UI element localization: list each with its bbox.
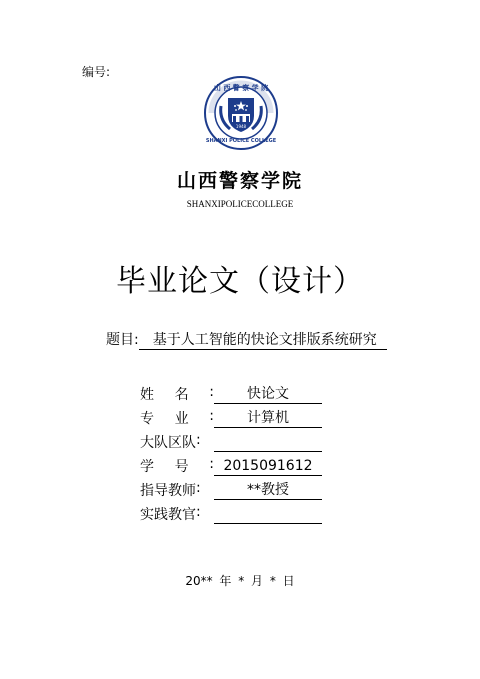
topic-row (106, 329, 387, 350)
svg-text:SHANXI POLICE COLLEGE: SHANXI POLICE COLLEGE (205, 138, 277, 144)
info-value-practice-instructor (214, 506, 322, 524)
info-row-practice-instructor (140, 500, 340, 524)
info-value-major: 计算机 (214, 410, 322, 428)
info-label-brigade: 大队区队 : (140, 432, 201, 451)
info-value-student-id: 2015091612 (214, 458, 322, 476)
info-label-practice-instructor: 实践教官 : (140, 504, 201, 523)
info-row-major (140, 404, 340, 428)
svg-text:山 西 警 察 学 院: 山 西 警 察 学 院 (213, 84, 269, 92)
info-row-brigade (140, 428, 340, 452)
info-value-name: 快论文 (214, 386, 322, 404)
info-label-student-id: 学 号 : (140, 456, 214, 475)
info-row-student-id (140, 452, 340, 476)
topic-label: 题目: (106, 332, 139, 348)
info-label-major: 专 业 : (140, 408, 214, 427)
student-info-block (140, 380, 340, 524)
info-row-advisor (140, 476, 340, 500)
info-label-advisor: 指导教师 : (140, 480, 201, 499)
info-label-name: 姓 名 : (140, 384, 214, 403)
date-line: 20** 年 * 月 * 日 (185, 574, 295, 588)
info-row-name (140, 380, 340, 404)
info-value-advisor: **教授 (214, 482, 322, 500)
college-name-chinese: 山西警察学院 (176, 170, 303, 192)
document-title: 毕业论文（设计） (116, 264, 364, 299)
college-seal-logo (204, 76, 278, 150)
document-number-label: 编号: (82, 65, 111, 79)
info-value-brigade (214, 434, 322, 452)
svg-text:1948: 1948 (235, 124, 247, 129)
topic-value: 基于人工智能的快论文排版系统研究 (139, 332, 387, 350)
college-name-english: SHANXIPOLICECOLLEGE (186, 199, 294, 209)
